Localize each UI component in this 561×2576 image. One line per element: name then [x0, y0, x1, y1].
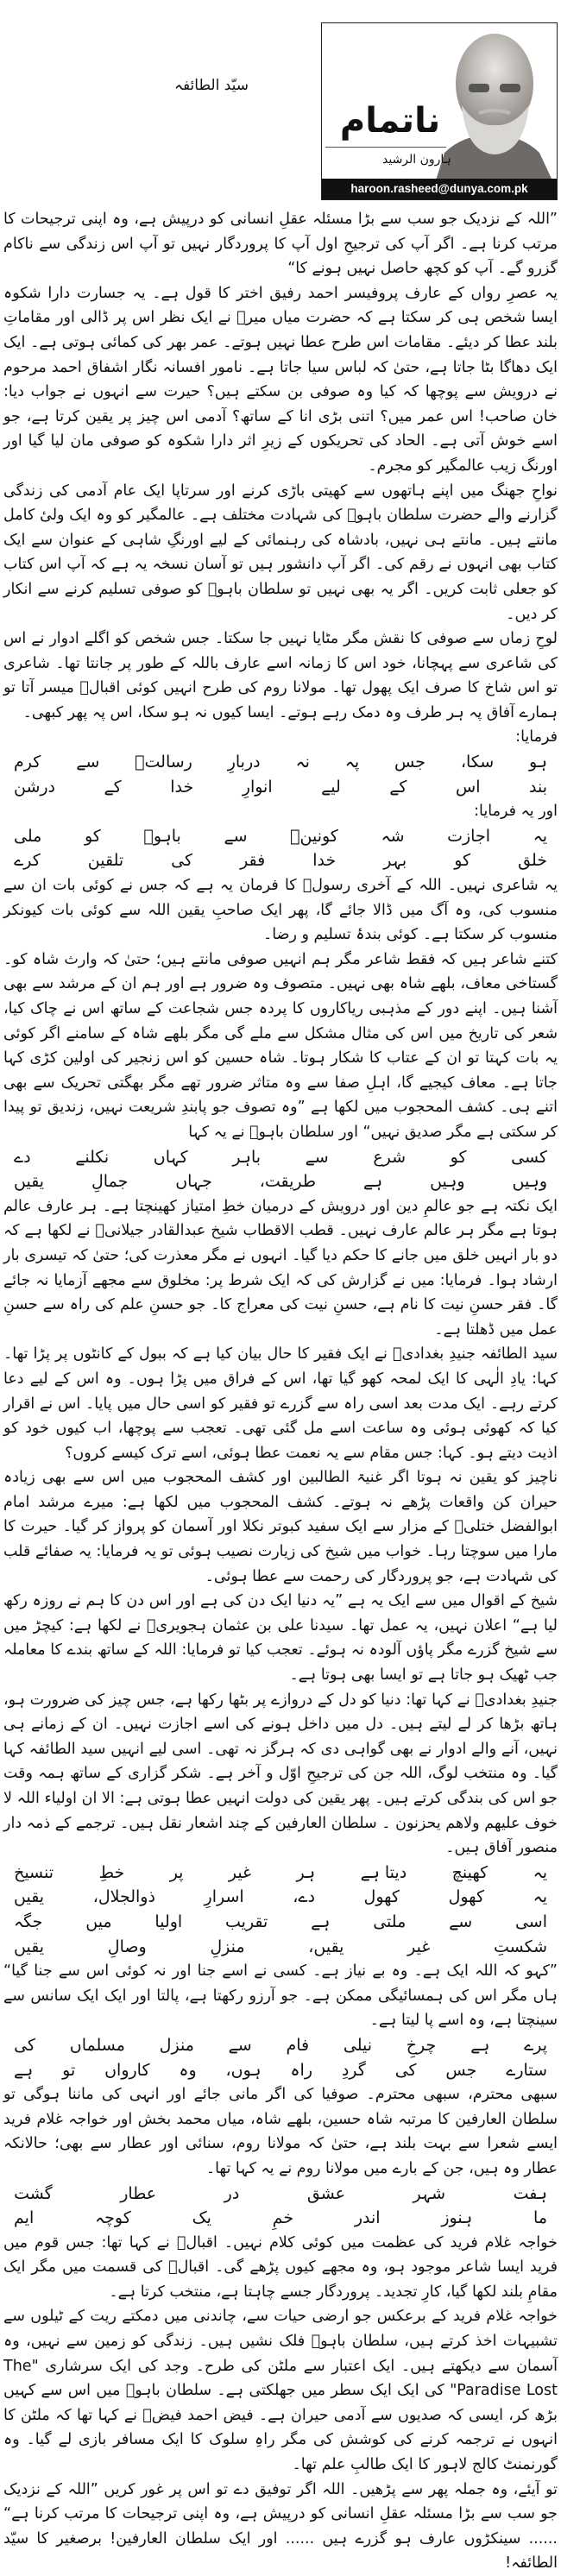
verse-word: اولیا: [154, 1912, 183, 1931]
verse-word: کھول: [363, 1887, 400, 1907]
verse-word: باہر: [232, 1147, 262, 1167]
verse-word: طریقت،: [259, 1172, 317, 1192]
verse-word: گردِ: [341, 2060, 366, 2080]
verse-word: یہ: [533, 1862, 547, 1882]
verse-word: جس: [394, 753, 425, 772]
verse-word: کی: [14, 2035, 35, 2055]
column-name: ناتمام: [339, 101, 441, 141]
verse-word: درشن: [14, 777, 56, 797]
verse-word: ستارے: [506, 2060, 547, 2080]
verse-word: شہ: [381, 826, 405, 846]
verse-line: [3, 1935, 558, 1960]
author-email[interactable]: haroon.rasheed@dunya.com.pk: [322, 179, 557, 199]
verse-word: بند: [529, 777, 547, 797]
verse-word: وہیں: [430, 1172, 465, 1192]
verse-word: پہ: [344, 753, 360, 772]
paragraph: تو آیئے، وہ جملہ پھر سے پڑھیں۔ اللہ اگر توفیق دے تو اس پر غور کریں ”اللہ کے نزدیک جو سب سے بڑا مسئلہ عقلِ انسانی کو درپیش ہے، وہ اپنی ترجیحات کا مرتب کرنا ہے“ ...... سینکڑوں عارف ہو گزرے ہیں ...... اور ایک سلطان العارفین! برصغیر کا سیّد الطائفہ!: [3, 2480, 558, 2573]
verse-word: ما: [533, 2208, 547, 2228]
verse-word: نکلنے: [75, 1147, 110, 1167]
verse-word: تو: [62, 2060, 76, 2080]
verse-word: سے: [76, 753, 100, 772]
verse-line: [3, 824, 558, 849]
verse-word: یک: [192, 2208, 211, 2228]
verse-word: وہیں: [512, 1172, 547, 1192]
verse-word: منزلِ: [210, 1937, 245, 1956]
verse-word: نیلی: [343, 2035, 373, 2055]
verse-word: خطِ: [98, 1862, 125, 1882]
paragraph: نواحِ جھنگ میں اپنے ہاتھوں سے کھیتی باڑی کرنے اور سرتاپا ایک عام آدمی کی زندگی گزارنے والے حضرت سلطان باہوؒ کی شہادت مختلف ہے۔ عالمگیر کو وہ ایک ولیٔ کامل مانتے ہیں۔ مانتے ہی نہیں، بادشاہ کی رہنمائی کے لیے اورنگِ شاہی کے عنوان سے ایک کتاب بھی انہوں نے رقم کی۔ اگر آپ دانشور ہیں تو آسان نسخہ یہ ہے کہ آپ اس کتاب کو جعلی ثابت کریں۔ اگر یہ بھی نہیں تو سلطان باہوؒ کو صوفی تسلیم کرنے سے انکار کر دیں۔: [3, 482, 558, 623]
verse-word: کونینؐ: [290, 826, 338, 846]
verse-word: کرم: [14, 753, 41, 772]
verse-word: میں: [85, 1912, 112, 1931]
verse-block: [3, 1145, 558, 1194]
verse-line: [3, 1885, 558, 1910]
verse-word: سکا،: [460, 753, 495, 772]
verse-line: [3, 2182, 558, 2207]
paragraph: سید الطائفہ جنیدِ بغدادیؒ نے ایک فقیر کا حال بیان کیا ہے کہ ببول کے کانٹوں پر پڑا تھا۔ کہا: یادِ الٰہی کا ایک لمحہ کھو گیا تھا، اس کے فراق میں پڑا ہوں۔ وہ اس کے لیے دعا کرتے رہے۔ ایک مدت بعد اسی راہ سے گزرے تو فقیر کو اسی حال میں پایا۔ اس نے اقرار کیا کہ کھوئی ہوئی وہ ساعت اسے مل گئی تھی۔ تعجب سے پوچھا، اب کیوں خود کو اذیت دیتے ہو۔ کہا: جس مقام سے یہ نعمت عطا ہوئی، اسے ترک کیسے کروں؟: [3, 1345, 558, 1462]
verse-word: کارواں: [104, 2060, 150, 2080]
verse-word: جگہ: [14, 1912, 43, 1931]
verse-word: غیر: [407, 1937, 431, 1956]
verse-line: [3, 1145, 558, 1170]
verse-word: یقیں: [14, 1172, 45, 1192]
verse-word: رسالتؐ: [135, 753, 192, 772]
verse-word: پرے: [524, 2035, 547, 2055]
verse-word: وہ: [179, 2060, 197, 2080]
verse-block: [3, 750, 558, 799]
verse-word: لیے: [321, 777, 341, 797]
article-body: [0, 207, 561, 2576]
verse-word: اسی: [514, 1912, 547, 1931]
verse-word: جس: [445, 2060, 477, 2080]
verse-word: جہاں: [175, 1172, 212, 1192]
column-header: [0, 0, 561, 207]
verse-line: [3, 1861, 558, 1886]
verse-word: شہر: [413, 2183, 446, 2203]
verse-word: کے: [389, 777, 407, 797]
verse-word: وصالِ: [107, 1937, 147, 1956]
verse-word: کھول: [448, 1887, 484, 1907]
verse-word: دیتا ہے: [360, 1862, 407, 1882]
verse-word: اسرارِ: [204, 1887, 244, 1907]
paragraph: ناچیز کو یقین نہ ہوتا اگر غنیۃ الطالبین اور کشف المحجوب میں اس سے بھی زیادہ حیران کن واقعات پڑھے نہ ہوتے۔ کشف المحجوب میں لکھا ہے: میرے مرشد امام ابوالفضل ختلیؒ کے مزار سے ایک سفید کبوتر نکلا اور آسمان کو پرواز کر گیا۔ حیرت کا مارا میں سوچتا رہا۔ خواب میں شیخ کی زیارت نصیب ہوئی تو یہ فرمایا: یہ صفائے قلب کی شہادت ہے، جو پروردگار کی رحمت سے عطا ہوئی۔: [3, 1469, 558, 1585]
verse-word: شکستِ: [493, 1937, 547, 1956]
paragraph: کتنے شاعر ہیں کہ فقط شاعر مگر ہم انہیں صوفی مانتے ہیں؛ حتیٰ کہ وارث شاہ کو۔ گستاخی معاف، بلھے شاہ بھی نہیں۔ متصوف وہ ضرور ہے اور ہم ان کے مرشد سے بھی آشنا ہیں۔ اپنے دور کے مذہبی ریاکاروں کا پردہ جس شجاعت کے ساتھ اس نے چاک کیا، شعر کی تاریخ میں اس کی مثال مشکل سے ملے گی مگر بلھے شاہ کے سامنے اگر کوئی یہ بات کہتا تو ان کے عتاب کا شکار ہوتا۔ شاہ حسین کو اس زنجیر کی اولین کڑی کہا جاتا ہے۔ معاف کیجیے گا، اہلِ صفا سے وہ متاثر ضرور تھے مگر بھگتی تحریک سے بھی اتنے ہی۔ کشف المحجوب میں لکھا ہے ”وہ تصوف جو پابندِ شریعت نہیں، زندیق تو پیدا کر سکتی ہے مگر صدیق نہیں“ اور سلطان باہوؒ نے یہ کہا: [3, 950, 558, 1141]
verse-word: خدا: [170, 777, 194, 797]
verse-word: ملی: [14, 826, 42, 846]
verse-word: ہر: [296, 1862, 316, 1882]
article-title: سیّد الطائفہ: [173, 77, 249, 94]
columnist-badge: [321, 22, 558, 200]
verse-word: ملتی: [373, 1912, 407, 1931]
verse-word: ہے: [470, 2035, 490, 2055]
verse-block: [3, 2182, 558, 2231]
verse-word: اجازت: [447, 826, 490, 846]
verse-line: [3, 1169, 558, 1194]
paragraph: ایک نکتہ ہے جو عالمِ دین اور درویش کے درمیان خطِ امتیاز کھینچتا ہے۔ ہر عارف عالم ہوتا ہے مگر ہر عالم عارف نہیں۔ قطب الاقطاب شیخ عبدالقادر جیلانیؒ نے لکھا ہے کہ دو بار انہیں خلق میں جانے کا حکم دیا گیا۔ انہوں نے مگر معذرت کی؛ حتیٰ کہ تیسری بار ارشاد ہوا۔ فرمایا: میں نے گزارش کی کہ ایک شرط پر: مخلوق سے مجھے آزمایا نہ جائے گا۔ فقر حسنِ نیت کا نام ہے، حسنِ نیت کی معراج کا۔ جو حسنِ علم کی راہ سے حسنِ عمل میں ڈھلتا ہے۔: [3, 1197, 558, 1338]
author-name: ہارون الرشید: [382, 153, 451, 167]
verse-word: کرے: [14, 851, 41, 871]
verse-word: فقر: [240, 851, 266, 871]
paragraph: سبھی محترم، سبھی محترم۔ صوفیا کی اگر مانی جائے اور انہی کی ماننا ہوگی تو سلطان العارفین کا مرتبہ شاہ حسین، بلھے شاہ، میاں محمد بخش اور خواجہ غلام فرید ایسے شعرا سے بہت بلند ہے، حتیٰ کہ مولانا روم، سنائی اور عطار سے بھی؛ حالانکہ عطار وہ ہیں، جن کے بارے میں مولانا روم نے یہ کہا تھا۔: [3, 2086, 558, 2177]
verse-word: پر: [169, 1862, 184, 1882]
verse-word: ہے: [362, 1172, 383, 1192]
verse-word: یقیں: [14, 1887, 45, 1907]
verse-word: راہ: [290, 2060, 312, 2080]
verse-word: ہوں،: [225, 2060, 262, 2080]
verse-word: ہنوز: [441, 2208, 473, 2228]
verse-word: عطار: [120, 2183, 157, 2203]
verse-word: یہ: [533, 1887, 547, 1907]
paragraph: جنیدِ بغدادیؒ نے کہا تھا: دنیا کو دل کے دروازے پر بٹھا رکھا ہے، جس چیز کی ضرورت ہو، ہاتھ بڑھا کر لے لیتے ہیں۔ دل میں داخل ہونے کی اسے اجازت نہیں۔ ان کے زمانے ہی نہیں، آنے والے ادوار نے بھی گواہی دی کہ ہرگز نہ تھی۔ اسی لیے انہیں سید الطائفہ کہا گیا۔ وہ منتخب لوگ، اللہ جن کی ترجیحِ اوّل و آخر ہے۔ شکر گزاری کے ساتھ ہمہ وقت جو اس کی بندگی کرتے ہیں۔ پھر یقین کی دولت انہیں عطا ہوتی ہے: الا ان اولیاء اللہ لا خوف علیھم ولاھم یحزنون ۔ سلطان العارفین کے چند اشعار نقل ہیں۔ ترجمے کے ذمہ دار منصور آفاق ہیں۔: [3, 1691, 558, 1857]
verse-intro-label: اور یہ فرمایا:: [474, 803, 558, 821]
verse-word: ذوالجلال،: [92, 1887, 155, 1907]
paragraph: لوحِ زماں سے صوفی کا نقش مگر مٹایا نہیں جا سکتا۔ جس شخص کو اگلے ادوار نے اس کی شاعری سے پہچانا، خود اس کا زمانہ اسے عارف باللہ کے طور پر جانتا تھا۔ شاعری تو اس شاخ کا صرف ایک پھول تھا۔ مولانا روم کی طرح انہیں کوئی اقبالؒ میسر آتا تو ہمارے آفاق پہ ہر طرف وہ دمک رہے ہوتے۔ ایسا کیوں نہ ہو سکا، اس پہ پھر کبھی۔: [3, 630, 558, 721]
verse-word: نہ: [295, 753, 310, 772]
verse-word: چرخِ: [406, 2035, 437, 2055]
verse-word: تنسیخ: [14, 1862, 54, 1882]
verse-word: جمالِ: [91, 1172, 129, 1192]
verse-word: یقیں: [14, 1937, 45, 1956]
verse-word: کے: [104, 777, 122, 797]
verse-word: سے: [305, 1147, 329, 1167]
paragraph: شیخ کے اقوال میں سے ایک یہ ہے ”یہ دنیا ایک دن کی ہے اور اس دن کا ہم نے روزہ رکھ لیا ہے“ اعلان نہیں، یہ عمل تھا۔ سیدنا علی بن عثمان ہجویریؒ نے لکھا ہے: کیچڑ میں سے شیخ گزرے مگر پاؤں آلودہ نہ ہوئے۔ تعجب کیا تو فرمایا: اللہ کے ساتھ بندے کا معاملہ جب ٹھیک ہو جاتا ہے تو ایسا بھی ہوتا ہے۔: [3, 1592, 558, 1685]
verse-line: [3, 848, 558, 873]
verse-word: کوچہ: [95, 2208, 131, 2228]
verse-word: شرع: [373, 1147, 407, 1167]
verse-word: منزل: [159, 2035, 194, 2055]
verse-word: دربارِ: [227, 753, 261, 772]
verse-word: مسلماں: [69, 2035, 125, 2055]
verse-word: کو: [84, 826, 101, 846]
paragraph: خواجہ غلام فرید کی عظمت میں کوئی کلام نہیں۔ اقبالؒ نے کہا تھا: جس قوم میں فرید ایسا شاعر موجود ہو، وہ مجھے کیوں پڑھے گی۔ اقبالؒ کی قسمت میں مگر ایک مقامِ بلند لکھا گیا، کارِ تجدید۔ پروردگار جسے چاہتا ہے، منتخب کرتا ہے۔: [3, 2233, 558, 2301]
verse-word: بہر: [383, 851, 407, 871]
verse-word: خلق: [518, 851, 547, 871]
verse-word: تلقین: [87, 851, 124, 871]
verse-word: اندر: [354, 2208, 381, 2228]
verse-word: کو: [454, 851, 471, 871]
verse-word: ایم: [14, 2208, 35, 2228]
verse-word: در: [224, 2183, 240, 2203]
verse-word: یقیں،: [308, 1937, 344, 1956]
verse-word: یہ: [533, 826, 547, 846]
verse-word: عشق: [306, 2183, 345, 2203]
verse-line: [3, 775, 558, 800]
verse-word: کہاں: [153, 1147, 188, 1167]
paragraph: خواجہ غلام فرید کے برعکس جو ارضی حیات سے، چاندنی میں دمکتے ریت کے ٹیلوں سے تشبیہات اخذ کرتے ہیں، سلطان باہوؒ فلک نشیں ہیں۔ زندگی کو زمین سے نہیں، وہ آسمان سے دیکھتے ہیں۔ ایک اعتبار سے ملٹن کی طرح۔ وجد کی ایک سرشاری "The Paradise Lost" کی ایک ایک سطر میں جھلکتی ہے۔ سلطان باہوؒ میں اس سے کہیں بڑھ کر، ایسی کہ صدیوں سے آدمی حیران ہے۔ فیض احمد فیضؔ نے کہا تھا کہ ملٹن کا انہوں نے ترجمہ کرنے کی کوشش کی مگر راہِ سلوک کا ایک مسافر بازی لے گیا۔ وہ گورنمنٹ کالج لاہور کا ایک طالبِ علم تھا۔: [3, 2308, 558, 2474]
verse-word: خمِ: [272, 2208, 294, 2228]
verse-line: [3, 2058, 558, 2083]
paragraph: ”کہو کہ اللہ ایک ہے۔ وہ بے نیاز ہے۔ کسی نے اسے جنا اور نہ کوئی اس سے جنا گیا“ ہاں مگر اس کی ہمسائیگی ممکن ہے۔ جو آرزو رکھتا ہے، پالتا اور ایک ایک سانس سے سینچتا ہے، وہ اسے پا لیتا ہے۔: [3, 1962, 558, 2030]
verse-line: [3, 2206, 558, 2231]
paragraph: ”اللہ کے نزدیک جو سب سے بڑا مسئلہ عقلِ انسانی کو درپیش ہے، وہ اپنی ترجیحات کا مرتب کرنا ہے۔ اگر آپ کی ترجیحِ اول آپ کا پروردگار نہیں تو آپ اس زندگی سے ناکام گزرو گے۔ آپ کو کچھ حاصل نہیں ہونے کا“: [3, 211, 558, 278]
verse-word: فام: [286, 2035, 310, 2055]
verse-word: کسی: [511, 1147, 547, 1167]
verse-word: سے: [228, 2035, 252, 2055]
verse-word: کو: [450, 1147, 467, 1167]
verse-word: ہے: [14, 2060, 34, 2080]
verse-word: سے: [449, 1912, 473, 1931]
paragraph: یہ شاعری نہیں۔ اللہ کے آخری رسولؐ کا فرمان یہ ہے کہ جس نے کوئی بات ان سے منسوب کی، وہ آگ میں ڈالا جائے گا، پھر ایک صاحبِ یقین اللہ سے کوئی بات کیونکر منسوب کر سکتا ہے۔ کوئی بندۂ تسلیم و رضا۔: [3, 877, 558, 944]
verse-word: اس: [456, 777, 481, 797]
divider: [325, 147, 446, 148]
verse-block: [3, 824, 558, 873]
verse-word: غیر: [228, 1862, 252, 1882]
verse-word: ہو: [529, 753, 547, 772]
verse-line: [3, 1910, 558, 1935]
verse-line: [3, 750, 558, 775]
verse-intro-label: فرمایا:: [515, 728, 558, 746]
verse-word: خدا: [312, 851, 337, 871]
verse-block: [3, 1861, 558, 1959]
verse-word: دے،: [293, 1887, 315, 1907]
paragraph: یہ عصرِ رواں کے عارف پروفیسر احمد رفیق اختر کا قول ہے۔ یہ جسارت دارا شکوہ ایسا شخص ہی کر سکتا ہے کہ حضرت میاں میرؒ نے ایک نظر اس پر ڈالی اور مقاماتِ بلند عطا کر دیئے۔ مقامات اس طرح عطا نہیں ہوتے۔ عمر بھر کی کمائی ہوتی ہے۔ ایک ایک دھاگا بٹا جاتا ہے، حتیٰ کہ لباس سیا جاتا ہے۔ نامور افسانہ نگار اشفاق احمد مرحوم نے درویش سے پوچھا کہ کیا وہ صوفی بن سکتے ہیں؟ حیرت سے انہوں نے جواب دیا: خان صاحب! اس عمر میں؟ اتنی بڑی انا کے ساتھ؟ آدمی اس چیز پر یقین کرتا ہے، جو اسے خوش آتی ہے۔ الحاد کی تحریکوں کے زیرِ اثر دارا شکوہ کو صوفی مان لیا گیا اور اورنگ زیب عالمگیر کو مجرم۔: [3, 284, 558, 475]
verse-block: [3, 2033, 558, 2082]
verse-word: کی: [171, 851, 193, 871]
verse-word: سے: [224, 826, 248, 846]
verse-word: ہفت: [513, 2183, 547, 2203]
verse-word: ہے: [311, 1912, 331, 1931]
verse-line: [3, 2033, 558, 2058]
verse-word: گشت: [14, 2183, 53, 2203]
verse-word: دے: [14, 1147, 31, 1167]
verse-word: باہوؒ: [143, 826, 181, 846]
verse-word: انوارِ: [242, 777, 273, 797]
verse-word: تقریب: [225, 1912, 268, 1931]
verse-word: کی: [394, 2060, 417, 2080]
verse-word: کھینچ: [451, 1862, 489, 1882]
